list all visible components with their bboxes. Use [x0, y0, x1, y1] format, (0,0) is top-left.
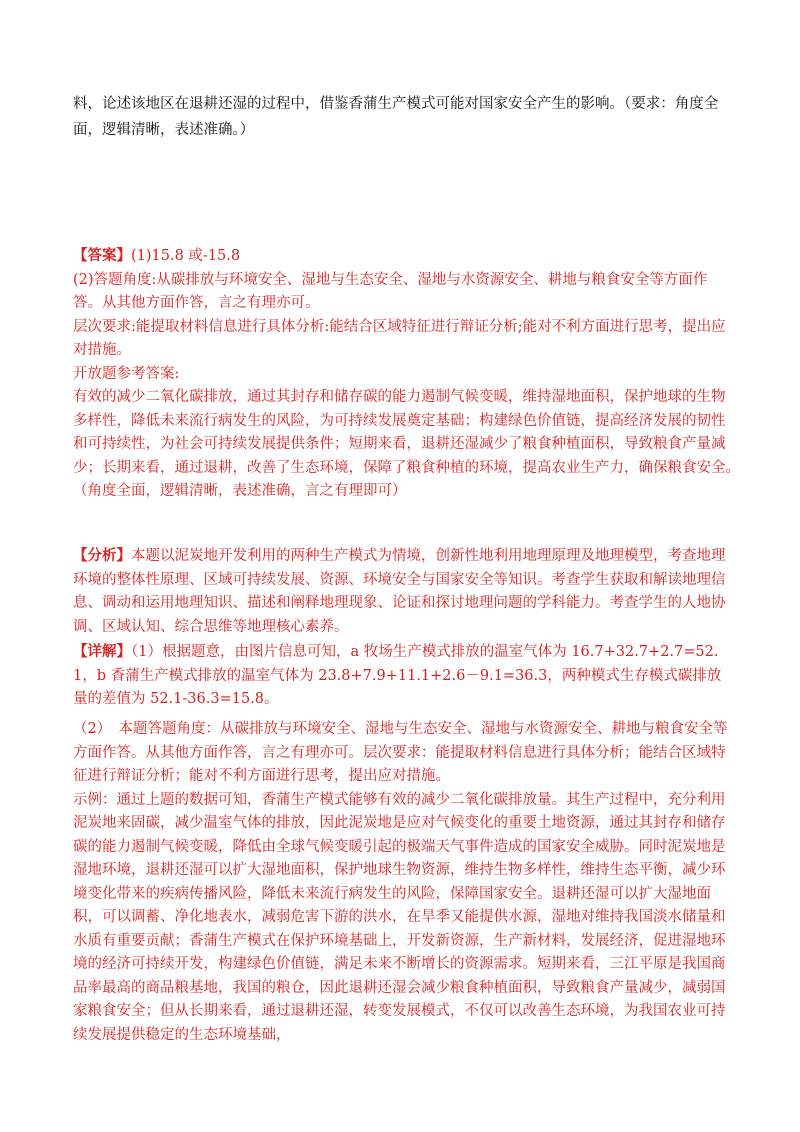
open-answer-text: 有效的减少二氧化碳排放，通过其封存和储存碳的能力遏制气候变暖，维持湿地面积，保护地球的生物多样性，降低未来流行病发生的风险，为可持续发展奠定基础；构建绿色价值链，提高经济发展的韧性和可持续性，为社会可持续发展提供条件；短期来看，退耕还湿减少了粮食种植面积，导致粮食产量减少；长期来看，通过退耕，改善了生态环境，保障了粮食种植的环境，提高农业生产力，确保粮食安全。 （角度全面，逻辑清晰，表述准确，言之有理即可）	[73, 389, 748, 499]
answer-label: 【答案】	[73, 247, 131, 264]
detail-part1	[73, 640, 735, 712]
analysis-section	[73, 544, 735, 639]
open-answer-title: 开放题参考答案:	[73, 365, 180, 382]
answer-part2-angle: (2)答题角度:从碳排放与环境安全、湿地与生态安全、湿地与水资源安全、耕地与粮食安全等方面作答。从其他方面作答，言之有理亦可。	[73, 271, 708, 311]
analysis-label: 【分析】	[73, 547, 131, 564]
question-text: 料，论述该地区在退耕还湿的过程中，借鉴香蒲生产模式可能对国家安全产生的影响。（要求：角度全面，逻辑清晰，表述准确。）	[73, 96, 719, 138]
answer-section	[73, 244, 748, 504]
detail-part2-section	[73, 718, 735, 1047]
answer-part1	[73, 244, 735, 269]
detail-part2-intro: （2） 本题答题角度：从碳排放与环境安全、湿地与生态安全、湿地与水资源安全、耕地与粮食安全等方面作答。从其他方面作答，言之有理亦可。层次要求：能提取材料信息进行具体分析；能结合区域特征进行辩证分析；能对不利方面进行思考，提出应对措施。	[73, 721, 728, 784]
detail-example: 示例：通过上题的数据可知，香蒲生产模式能够有效的减少二氧化碳排放量。其生产过程中，充分利用泥炭地来固碳，减少温室气体的排放，因此泥炭地是应对气候变化的重要土地资源，通过其封存和储存碳的能力遏制气候变暖，降低由全球气候变暖引起的极端天气事件造成的国家安全威胁。同时泥炭地是湿地环境，退耕还湿可以扩大湿地面积，保护地球生物资源，维持生物多样性，维持生态平衡，减少环境变化带来的疾病传播风险，降低未来流行病发生的风险，保障国家安全。退耕还湿可以扩大湿地面积，可以调蓄、净化地表水，减弱危害下游的洪水，在旱季又能提供水源，湿地对维持我国淡水储量和水质有重要贡献；香蒲生产模式在保护环境基础上，开发新资源，生产新材料，发展经济，促进湿地环境的经济可持续开发，构建绿色价值链，满足未来不断增长的资源需求。短期来看，三江平原是我国商品率最高的商品粮基地，我国的粮仓，因此退耕还湿会减少粮食种植面积，导致粮食产量减少，减弱国家粮食安全；但从长期来看，通过退耕还湿，转变发展模式，不仅可以改善生态环境，为我国农业可持续发展提供稳定的生态环境基础，	[73, 791, 726, 1043]
answer-part2-level: 层次要求:能提取材料信息进行具体分析:能结合区域特征进行辩证分析;能对不利方面进行思考，提出应对措施。	[73, 318, 726, 358]
answer-part1-text: (1)15.8 或-15.8	[131, 248, 241, 264]
detail-section	[73, 640, 735, 712]
detail-part1-text: （1）根据题意，由图片信息可知，a 牧场生产模式排放的温室气体为 16.7+32.7+2.7=52.1，b 香蒲生产模式排放的温室气体为 23.8+7.9+11.1+2.6－9.1=36.3，两种模式生存模式碳排放量的差值为 52.1-36.3=15.8。	[73, 644, 722, 707]
detail-label: 【详解】	[73, 643, 131, 660]
analysis-paragraph	[73, 544, 735, 639]
analysis-text: 本题以泥炭地开发利用的两种生产模式为情境，创新性地利用地理原理及地理模型，考查地理环境的整体性原理、区域可持续发展、资源、环境安全与国家安全等知识。考查学生获取和解读地理信息、调动和运用地理知识、描述和阐释地理现象、论证和探讨地理问题的学科能力。考查学生的人地协调、区域认知、综合思维等地理核心素养。	[73, 548, 726, 635]
